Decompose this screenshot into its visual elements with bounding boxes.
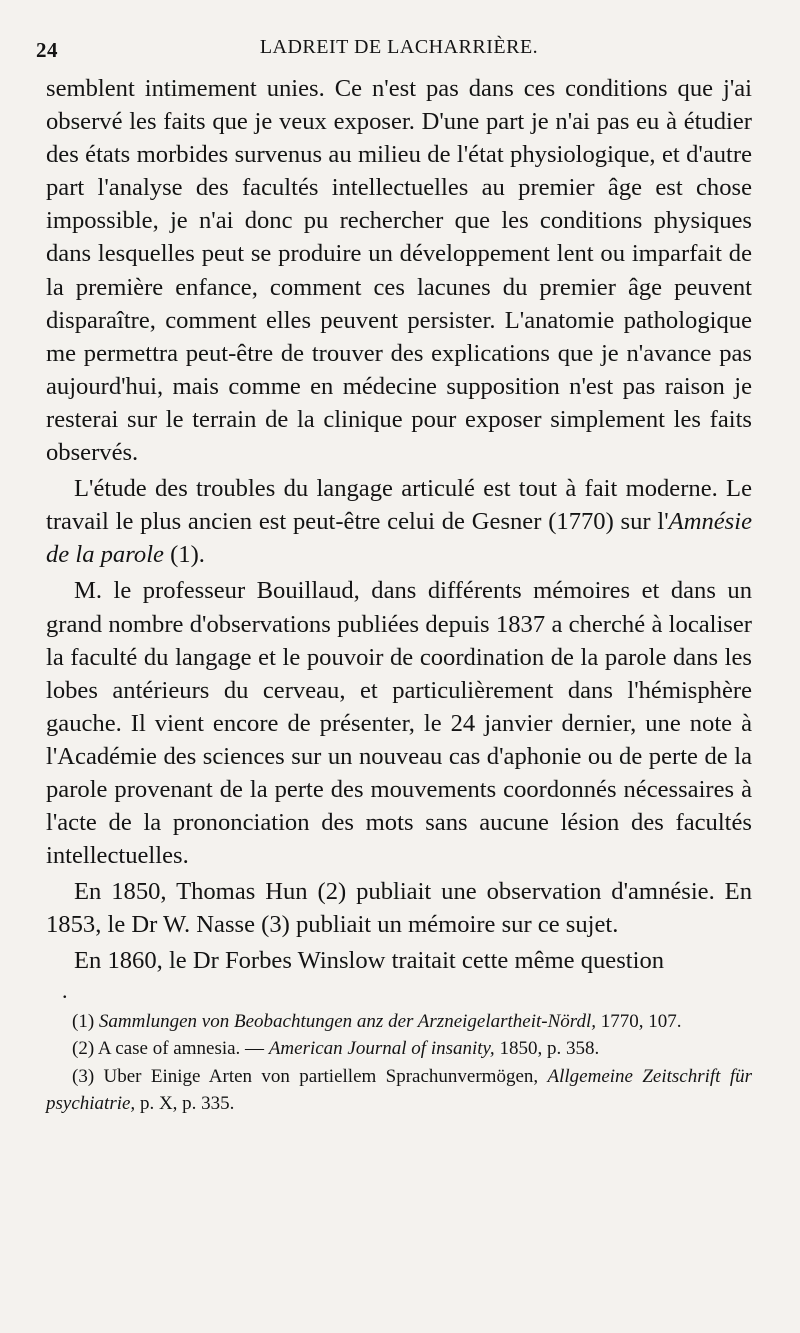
footnote-3-journal: Allgemeine Zeitschrift für psychiatrie, [46,1065,752,1115]
footnote-2-journal: American Journal of insanity, [268,1038,495,1060]
running-head [36,32,752,72]
paragraph-continuation: semblent intimement unies. Ce n'est pas dans ces conditions que j'ai observé les faits que je veux exposer. D'une part je n'ai pas eu à étudier des états morbides survenus au milieu de l'état physiologique, et d'autre part l'analyse des facultés intellectuelles au premier âge est chose impossible, je n'ai donc pu rechercher que les conditions physiques dans lesquelles peut se produire un développement lent ou imparfait de la première enfance, comment ces lacunes du premier âge peuvent disparaître, comment elles peuvent persister. L'anatomie pathologique me permettra peut-être de trouver des explications que je n'avance pas aujourd'hui, mais comme en médecine supposition n'est pas raison je resterai sur le terrain de la clinique pour exposer simplement les faits observés. [46,75,752,467]
body-text [46,72,752,978]
footnote-1-rest: 1770, 107. [596,1010,682,1032]
footnote-2 [46,1035,752,1063]
footnote-1-title: Sammlungen von Beobachtungen anz der Arzneigelartheit-Nördl, [98,1010,597,1032]
footnote-2-rest: 1850, p. 358. [494,1038,600,1060]
paragraph-gesner-text: L'étude des troubles du langage articulé est tout à fait moderne. Le travail le plus ancien est peut-être celui de Gesner (1770) sur l' [46,475,752,536]
running-title: LADREIT DE LACHARRIÈRE. [259,36,539,58]
page-number: 24 [36,38,58,62]
footnote-3-marker: (3) [72,1065,95,1087]
footnote-3 [46,1063,752,1118]
work-title-amnesie: Amnésie de la parole [46,508,752,569]
footnote-3-rest: p. X, p. 335. [135,1093,235,1115]
paragraph-winslow: En 1860, le Dr Forbes Winslow traitait cette même question [74,947,665,975]
footnote-1 [46,1008,752,1036]
paragraph-gesner [46,472,752,571]
paragraph-hun-nasse: En 1850, Thomas Hun (2) publiait une observation d'amnésie. En 1853, le Dr W. Nasse (3) publiait un mémoire sur ce sujet. [46,878,752,939]
footnote-2-marker: (2) [72,1038,95,1060]
stray-mark: . [62,977,68,1003]
footnote-3-text: Uber Einige Arten von partiellem Sprachunvermögen, [94,1065,548,1087]
footnote-2-text: A case of amnesia. — [94,1038,269,1060]
footnote-1-marker: (1) [72,1010,95,1032]
paragraph-bouillaud: M. le professeur Bouillaud, dans différents mémoires et dans un grand nombre d'observations publiées depuis 1837 a cherché à localiser la faculté du langage et le pouvoir de coordination de la parole dans les lobes antérieurs du cerveau, et particulièrement dans l'hémisphère gauche. Il vient encore de présenter, le 24 janvier dernier, une note à l'Académie des sciences sur un nouveau cas d'aphonie ou de perte de la parole provenant de la perte des mouvements coordonnés nécessaires à l'acte de la prononciation des mots sans aucune lésion des facultés intellectuelles. [46,577,752,870]
footnote-ref-1: (1). [163,541,205,569]
footnotes [46,1008,752,1118]
